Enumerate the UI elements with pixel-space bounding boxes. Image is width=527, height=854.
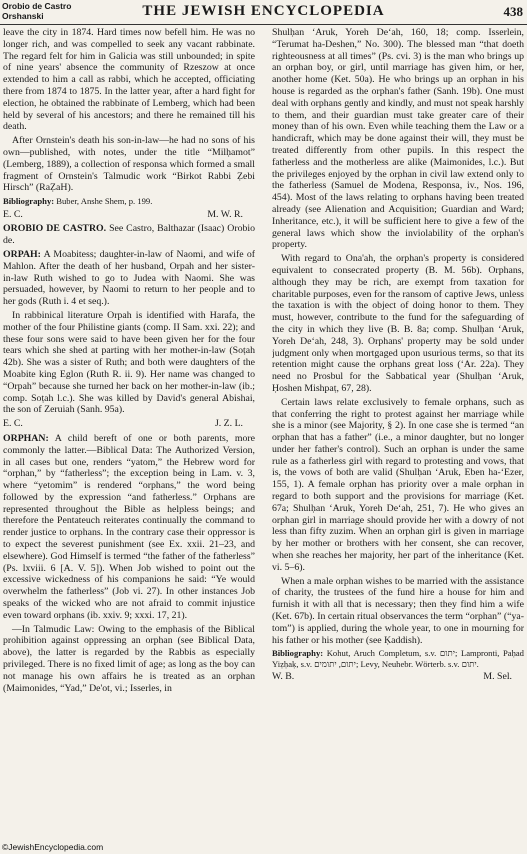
orphan-entry xyxy=(3,433,255,622)
orphan-bibliography xyxy=(272,648,524,669)
copyright-footer: ©JewishEncyclopedia.com xyxy=(2,842,104,852)
author-initials: M. Sel. xyxy=(483,671,512,683)
orphan-talmudic-law-paragraph: —In Talmudic Law: Owing to the emphasis of the Biblical prohibition against oppressing an orphan (see Biblical Data, above), the latter is regarded by the Rabbis as especially privileged. There is no fixed limit of age; as long as the boy can not manage his own affairs he is treated as an orphan (Maimonides, “Yad,” De'ot, vi.; Isserles, in xyxy=(3,623,255,694)
orpah-headword: ORPAH: xyxy=(3,248,41,260)
orphan-continuation-paragraph: Shulḥan ‘Aruk, Yoreh De‘ah, 160, 18; comp. Isserlein, “Terumat ha-Deshen,” No. 300). The blessed man “that doeth righteousness at all times” (Ps. cvi. 3) is the man who brings up an orphan boy, or girl, until marriage has given him, or her, another home (Ket. 50a). He who brings up an orphan in his house is regarded as the orphan's father (Sanh. 19b). One must deal with orphans gently and kindly, and must not speak harshly to them, and their guardian must take greater care of their money than of his own. Even while teaching them the Law or a handicraft, which may be done against their will, they must be treated differently from other pupils. In this respect the fatherless and the motherless are alike (Maimonides, l.c.). But the privileges enjoyed by the orphan in civil law extend only to the fatherless (Samuel de Modena, Responsa, iv., Nos. 196, 454). Most of the laws relating to orphans having been treated already (see Alienation and Acquisition; Guardian and Ward; Inheritance, etc.), it will be sufficient here to give a few of the general laws which show the inviolability of the orphan's property. xyxy=(272,27,524,251)
encyclopedia-title: THE JEWISH ENCYCLOPEDIA xyxy=(142,3,385,19)
right-column xyxy=(272,27,524,837)
female-orphans-paragraph: Certain laws relate exclusively to female orphans, such as that conferring the right to protest against her marriage while she is a minor (see Majority, § 2). In one case she is termed “an orphan that has a father” (i.e., a minor daughter, but no longer under her father's control). Such an orphan is under the same rule as a fatherless girl with regard to protesting and vows, that is, the vows of both are valid (Shulḥan ‘Aruk, Eben ha-‘Ezer, 155, 1). A female orphan has priority over a male orphan in regard to both support and the provisions for marriage (Ket. 67a; Shulḥan ‘Aruk, Yoreh De‘ah, 251, 7). He who gives an orphan girl in marriage should provide her with a dowry of not less than fifty zuzim. When an orphan girl is given in marriage by her mother or brothers with her consent, she can recover, when she reaches her majority, her part of the inheritance (Ket. vi. 5–6). xyxy=(272,396,524,573)
orobio-cross-reference: See Castro, Balthazar (Isaac) Orobio de. xyxy=(3,223,255,247)
page-number: 438 xyxy=(503,4,523,19)
bibliography-text: Kohut, Aruch Completum, s.v. יתום; Lampronti, Paḥad Yiẓḥaḳ, s.v. יתום, יתומים; Levy, Neuhebr. Wörterb. s.v. יתום. xyxy=(272,648,524,669)
page-header xyxy=(0,0,527,25)
orpah-signature xyxy=(3,418,255,430)
orphan-property-paragraph: With regard to Ona'ah, the orphan's property is considered equivalent to consecrated property (B. M. 56b). Orphans, although they may be rich, are exempt from taxation for charitable purposes, even for the ransom of captive Jews, unless the taxation is with the object of doing honor to them. They must, however, contribute to the fund for the safeguarding of the city in which they live (B. B. 8a; comp. Shulḥan ‘Aruk, Yoreh De‘ah, 248, 3). Orphans' property may be sold under judgment only when mortgaged upon usurious terms, so that its retention might cause the orphans great loss (‘Ar. 22a). They need no Prosbul for the Sabbatical year (Shulḥan ‘Aruk, Ḥoshen Mishpaṭ, 67, 28). xyxy=(272,253,524,394)
bibliography-text: Buber, Anshe Shem, p. 199. xyxy=(56,196,153,207)
orpah-definition: A Moabitess; daughter-in-law of Naomi, and wife of Mahlon. After the death of her husband, Orpah and her sister-in-law Ruth wished to go to Judea with Naomi. She was persuaded, however, by Naomi to return to her people and to her gods (Ruth i. 4 et seq.). xyxy=(3,248,255,308)
orphan-headword: ORPHAN: xyxy=(3,432,49,444)
bibliography-label: Bibliography: xyxy=(272,648,324,659)
orphan-signature xyxy=(272,671,524,683)
guide-word-last: Orshanski xyxy=(2,11,44,21)
author-initials: M. W. R. xyxy=(207,208,243,220)
editor-initials: E. C. xyxy=(3,208,23,220)
orobio-entry xyxy=(3,223,255,247)
guide-word-first: Orobio de Castro xyxy=(2,1,72,11)
editor-initials: E. C. xyxy=(3,418,23,430)
ornstein-works-paragraph: After Ornstein's death his son-in-law—he had no sons of his own—published, with notes, under the title “Milḥamot” (Lemberg, 1889), a collection of responsa which formed a small fragment of Ornstein's Talmudic work “Birkot Rabbi Ẓebi Hirsch” (RaẒaH). xyxy=(3,135,255,194)
male-orphan-paragraph: When a male orphan wishes to be married with the assistance of charity, the trustees of the fund hire a house for him and furnish it with all that is necessary; then they find him a wife (Ket. 67b). In certain ritual observances the term “orphan” (“ya-tom”) is applied, during the whole year, to one in mourning for his father or his mother (see Ḳaddish). xyxy=(272,575,524,646)
orpah-entry xyxy=(3,249,255,308)
left-column xyxy=(3,27,255,837)
ornstein-signature xyxy=(3,209,255,221)
bibliography-label: Bibliography: xyxy=(3,196,55,207)
editor-initials: W. B. xyxy=(272,671,295,683)
ornstein-continuation-paragraph: leave the city in 1874. Hard times now befell him. He was no longer rich, and was compelled to seek any vacant rabbinate. The regard felt for him in Galicia was still unbounded; in spite of nine years' absence the community of Rzeszow at once extended to him a call as rabbi, which he accepted, officiating there from 1874 to 1875. In the latter year, after a hard fight for election, he obtained the rabbinate of Lemberg, which had been held by several of his ancestors; and there he remained till his death. xyxy=(3,27,255,133)
orphan-biblical-data: A child bereft of one or both parents, more commonly the latter.—Biblical Data: The Authorized Version, in all cases but one, renders “yatom,” the Hebrew word for “orphan,” by “fatherless”; the exception being in Lam. v. 3, where “yetomim” is rendered “orphans,” the word being followed by the expression “and fatherless.” Orphans are represented throughout the Bible as helpless beings; and therefore the Pentateuch reiterates continually the command to render justice to orphans. In the contrary case their oppressor is to expect the severest punishment (see Ex. xxii. 21–23, and elsewhere). God Himself is termed “the father of the fatherless” (Ps. lxviii. 6 [A. V. 5]). When Job wished to point out the excessive wickedness of his companions he said: “Ye would overwhelm the fatherless” (Job vi. 27). In other instances Job speaks of the wicked who are not afraid to commit injustice even toward orphans (ib. xxiv. 9; xxxi. 17, 21). xyxy=(3,432,255,621)
orobio-headword: OROBIO DE CASTRO. xyxy=(3,223,107,235)
ornstein-bibliography xyxy=(3,196,255,206)
orpah-rabbinical-paragraph: In rabbinical literature Orpah is identified with Harafa, the mother of the four Philistine giants (comp. II Sam. xxi. 22); and these four sons were said to have been given her for the four tears which she shed at parting with her mother-in-law (Soṭah 42b). She was a sister of Ruth; and both were daughters of the Moabite king Eglon (Ruth R. ii. 9). Her name was changed to “Orpah” because she turned her back on her mother-in-law (ib.; comp. Soṭah l.c.). She was killed by David's general Abishai, the son of Zeruiah (Sanh. 95a). xyxy=(3,309,255,416)
author-initials: J. Z. L. xyxy=(214,418,243,430)
